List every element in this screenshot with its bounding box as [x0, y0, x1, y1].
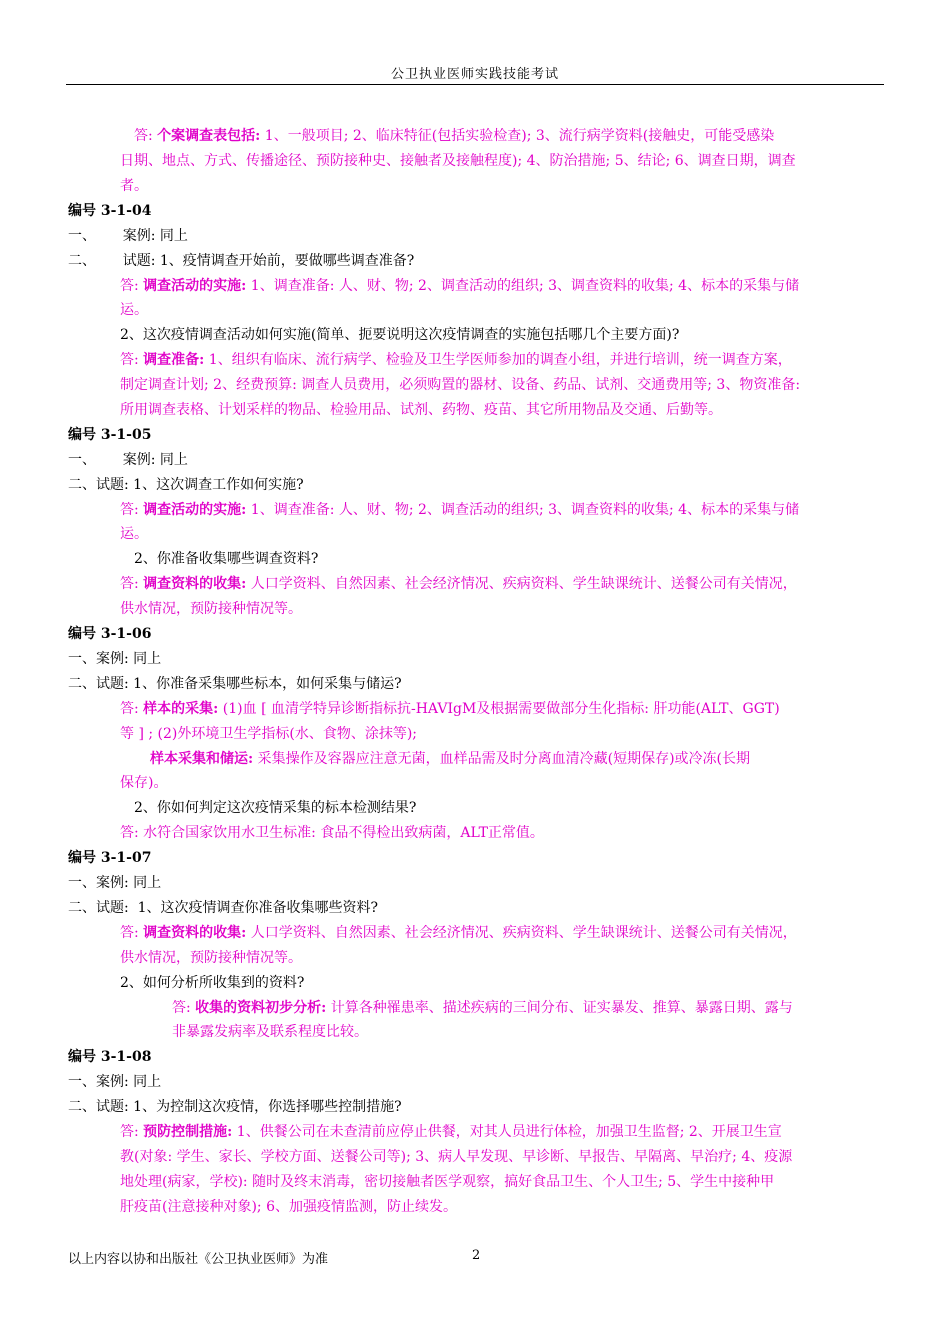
page-number: 2	[472, 1248, 481, 1263]
answer-label: 样本的采集:	[143, 701, 219, 717]
answer-2	[120, 350, 792, 370]
footer-source-note: 以上内容以协和出版社《公卫执业医师》为准	[68, 1252, 329, 1267]
case-line: 一、案例: 同上	[68, 651, 162, 667]
question-1: 二、试题: 1、你准备采集哪些标本，如何采集与储运?	[68, 676, 402, 692]
answer-1-line2: 教(对象: 学生、家长、学校方面、送餐公司等); 3、病人早发现、早诊断、早报告、早隔离、早治疗; 4、疫源	[120, 1149, 793, 1165]
answer-1-line2: 运。	[120, 302, 148, 318]
answer-label: 调查活动的实施:	[143, 502, 247, 518]
answer-label: 调查资料的收集:	[143, 925, 247, 941]
question-2: 2、这次疫情调查活动如何实施(简单、扼要说明这次疫情调查的实施包括哪几个主要方面)?	[120, 327, 680, 343]
answer-text: 计算各种罹患率、描述疾病的三间分布、证实暴发、推算、暴露日期、露与	[326, 1000, 793, 1016]
question-2: 2、如何分析所收集到的资料?	[120, 975, 305, 991]
answer-text: 人口学资料、自然因素、社会经济情况、疾病资料、学生缺课统计、送餐公司有关情况，	[246, 576, 797, 592]
answer-text: 1、组织有临床、流行病学、检验及卫生学医师参加的调查小组，并进行培训，统一调查方案，	[204, 352, 792, 368]
answer-1-line2: 供水情况，预防接种情况等。	[120, 950, 302, 966]
answer-text: 1、调查准备: 人、财、物; 2、调查活动的组织; 3、调查资料的收集; 4、标本的采集与储	[246, 278, 800, 294]
answer-lead: 答:	[120, 1124, 144, 1140]
answer-label: 调查准备:	[143, 352, 205, 368]
answer-lead: 答:	[120, 576, 144, 592]
answer-label: 预防控制措施:	[143, 1124, 233, 1140]
answer-lead: 答:	[172, 1000, 196, 1016]
answer-1	[120, 1122, 782, 1142]
answer-1-line3: 地处理(病家，学校): 随时及终末消毒，密切接触者医学观察，搞好食品卫生、个人卫生; 5、学生中接种甲	[120, 1174, 775, 1190]
answer-1-line4: 保存)。	[120, 775, 168, 791]
answer-2-line2: 非暴露发病率及联系程度比较。	[172, 1024, 368, 1040]
section-title-3-1-05: 编号 3-1-05	[68, 427, 152, 443]
answer-1	[120, 923, 797, 943]
question-2: 2、你如何判定这次疫情采集的标本检测结果?	[134, 800, 417, 816]
answer-text: 人口学资料、自然因素、社会经济情况、疾病资料、学生缺课统计、送餐公司有关情况，	[246, 925, 797, 941]
answer-1-line4: 肝疫苗(注意接种对象); 6、加强疫情监测，防止续发。	[120, 1199, 457, 1215]
section-title-3-1-04: 编号 3-1-04	[68, 203, 152, 219]
header-divider	[66, 84, 884, 85]
answer-label: 个案调查表包括:	[157, 128, 261, 144]
page-header: 公卫执业医师实践技能考试	[390, 67, 559, 82]
answer-text: 采集操作及容器应注意无菌，血样品需及时分离血清冷藏(短期保存)或冷冻(长期	[253, 751, 751, 767]
answer-text: 1、供餐公司在未查清前应停止供餐，对其人员进行体检，加强卫生监督; 2、开展卫生宣	[232, 1124, 782, 1140]
case-line: 一、 案例: 同上	[68, 228, 188, 244]
answer-case-form	[134, 126, 774, 146]
answer-text: 1、调查准备: 人、财、物; 2、调查活动的组织; 3、调查资料的收集; 4、标本的采集与储	[246, 502, 800, 518]
answer-label: 调查活动的实施:	[143, 278, 247, 294]
question-1: 二、试题: 1、这次调查工作如何实施?	[68, 477, 304, 493]
answer-2	[120, 574, 797, 594]
answer-1-line2: 运。	[120, 526, 148, 542]
answer-1-line3	[150, 749, 750, 769]
answer-lead: 答:	[134, 128, 158, 144]
answer-2-line3: 所用调查表格、计划采样的物品、检验用品、试剂、药物、疫苗、其它所用物品及交通、后勤等。	[120, 402, 722, 418]
answer-case-form-line2: 日期、地点、方式、传播途径、预防接种史、接触者及接触程度); 4、防治措施; 5、结论; 6、调查日期，调查	[120, 153, 796, 169]
answer-1	[120, 276, 799, 296]
answer-case-form-line3: 者。	[120, 178, 148, 194]
answer-1-line2: 等 ] ; (2)外环境卫生学指标(水、食物、涂抹等);	[120, 726, 417, 742]
section-title-3-1-06: 编号 3-1-06	[68, 626, 152, 642]
section-title-3-1-08: 编号 3-1-08	[68, 1049, 152, 1065]
answer-2-line2: 供水情况，预防接种情况等。	[120, 601, 302, 617]
answer-lead: 答:	[120, 278, 144, 294]
section-title-3-1-07: 编号 3-1-07	[68, 850, 152, 866]
case-line: 一、 案例: 同上	[68, 452, 188, 468]
question-1: 二、 试题: 1、疫情调查开始前，要做哪些调查准备?	[68, 253, 415, 269]
answer-1	[120, 699, 780, 719]
case-line: 一、案例: 同上	[68, 1074, 162, 1090]
answer-label: 样本采集和储运:	[150, 751, 254, 767]
answer-label: 收集的资料初步分析:	[195, 1000, 327, 1016]
question-2: 2、你准备收集哪些调查资料?	[134, 551, 319, 567]
answer-text: (1)血 [ 血清学特异诊断指标抗-HAVIgM及根据需要做部分生化指标: 肝功能(ALT、GGT)	[218, 701, 780, 717]
question-1: 二、试题: 1、这次疫情调查你准备收集哪些资料?	[68, 900, 379, 916]
answer-lead: 答:	[120, 701, 144, 717]
answer-lead: 答:	[120, 925, 144, 941]
question-1: 二、试题: 1、为控制这次疫情，你选择哪些控制措施?	[68, 1099, 402, 1115]
answer-text: 1、一般项目; 2、临床特征(包括实验检查); 3、流行病学资料(接触史，可能受感染	[260, 128, 775, 144]
answer-2: 答: 水符合国家饮用水卫生标准: 食品不得检出致病菌，ALT正常值。	[120, 825, 544, 841]
answer-1	[120, 500, 799, 520]
case-line: 一、案例: 同上	[68, 875, 162, 891]
answer-2	[172, 998, 793, 1018]
answer-2-line2: 制定调查计划; 2、经费预算: 调查人员费用，必须购置的器材、设备、药品、试剂、交通费用等; 3、物资准备:	[120, 377, 801, 393]
answer-lead: 答:	[120, 502, 144, 518]
answer-label: 调查资料的收集:	[143, 576, 247, 592]
answer-lead: 答:	[120, 352, 144, 368]
